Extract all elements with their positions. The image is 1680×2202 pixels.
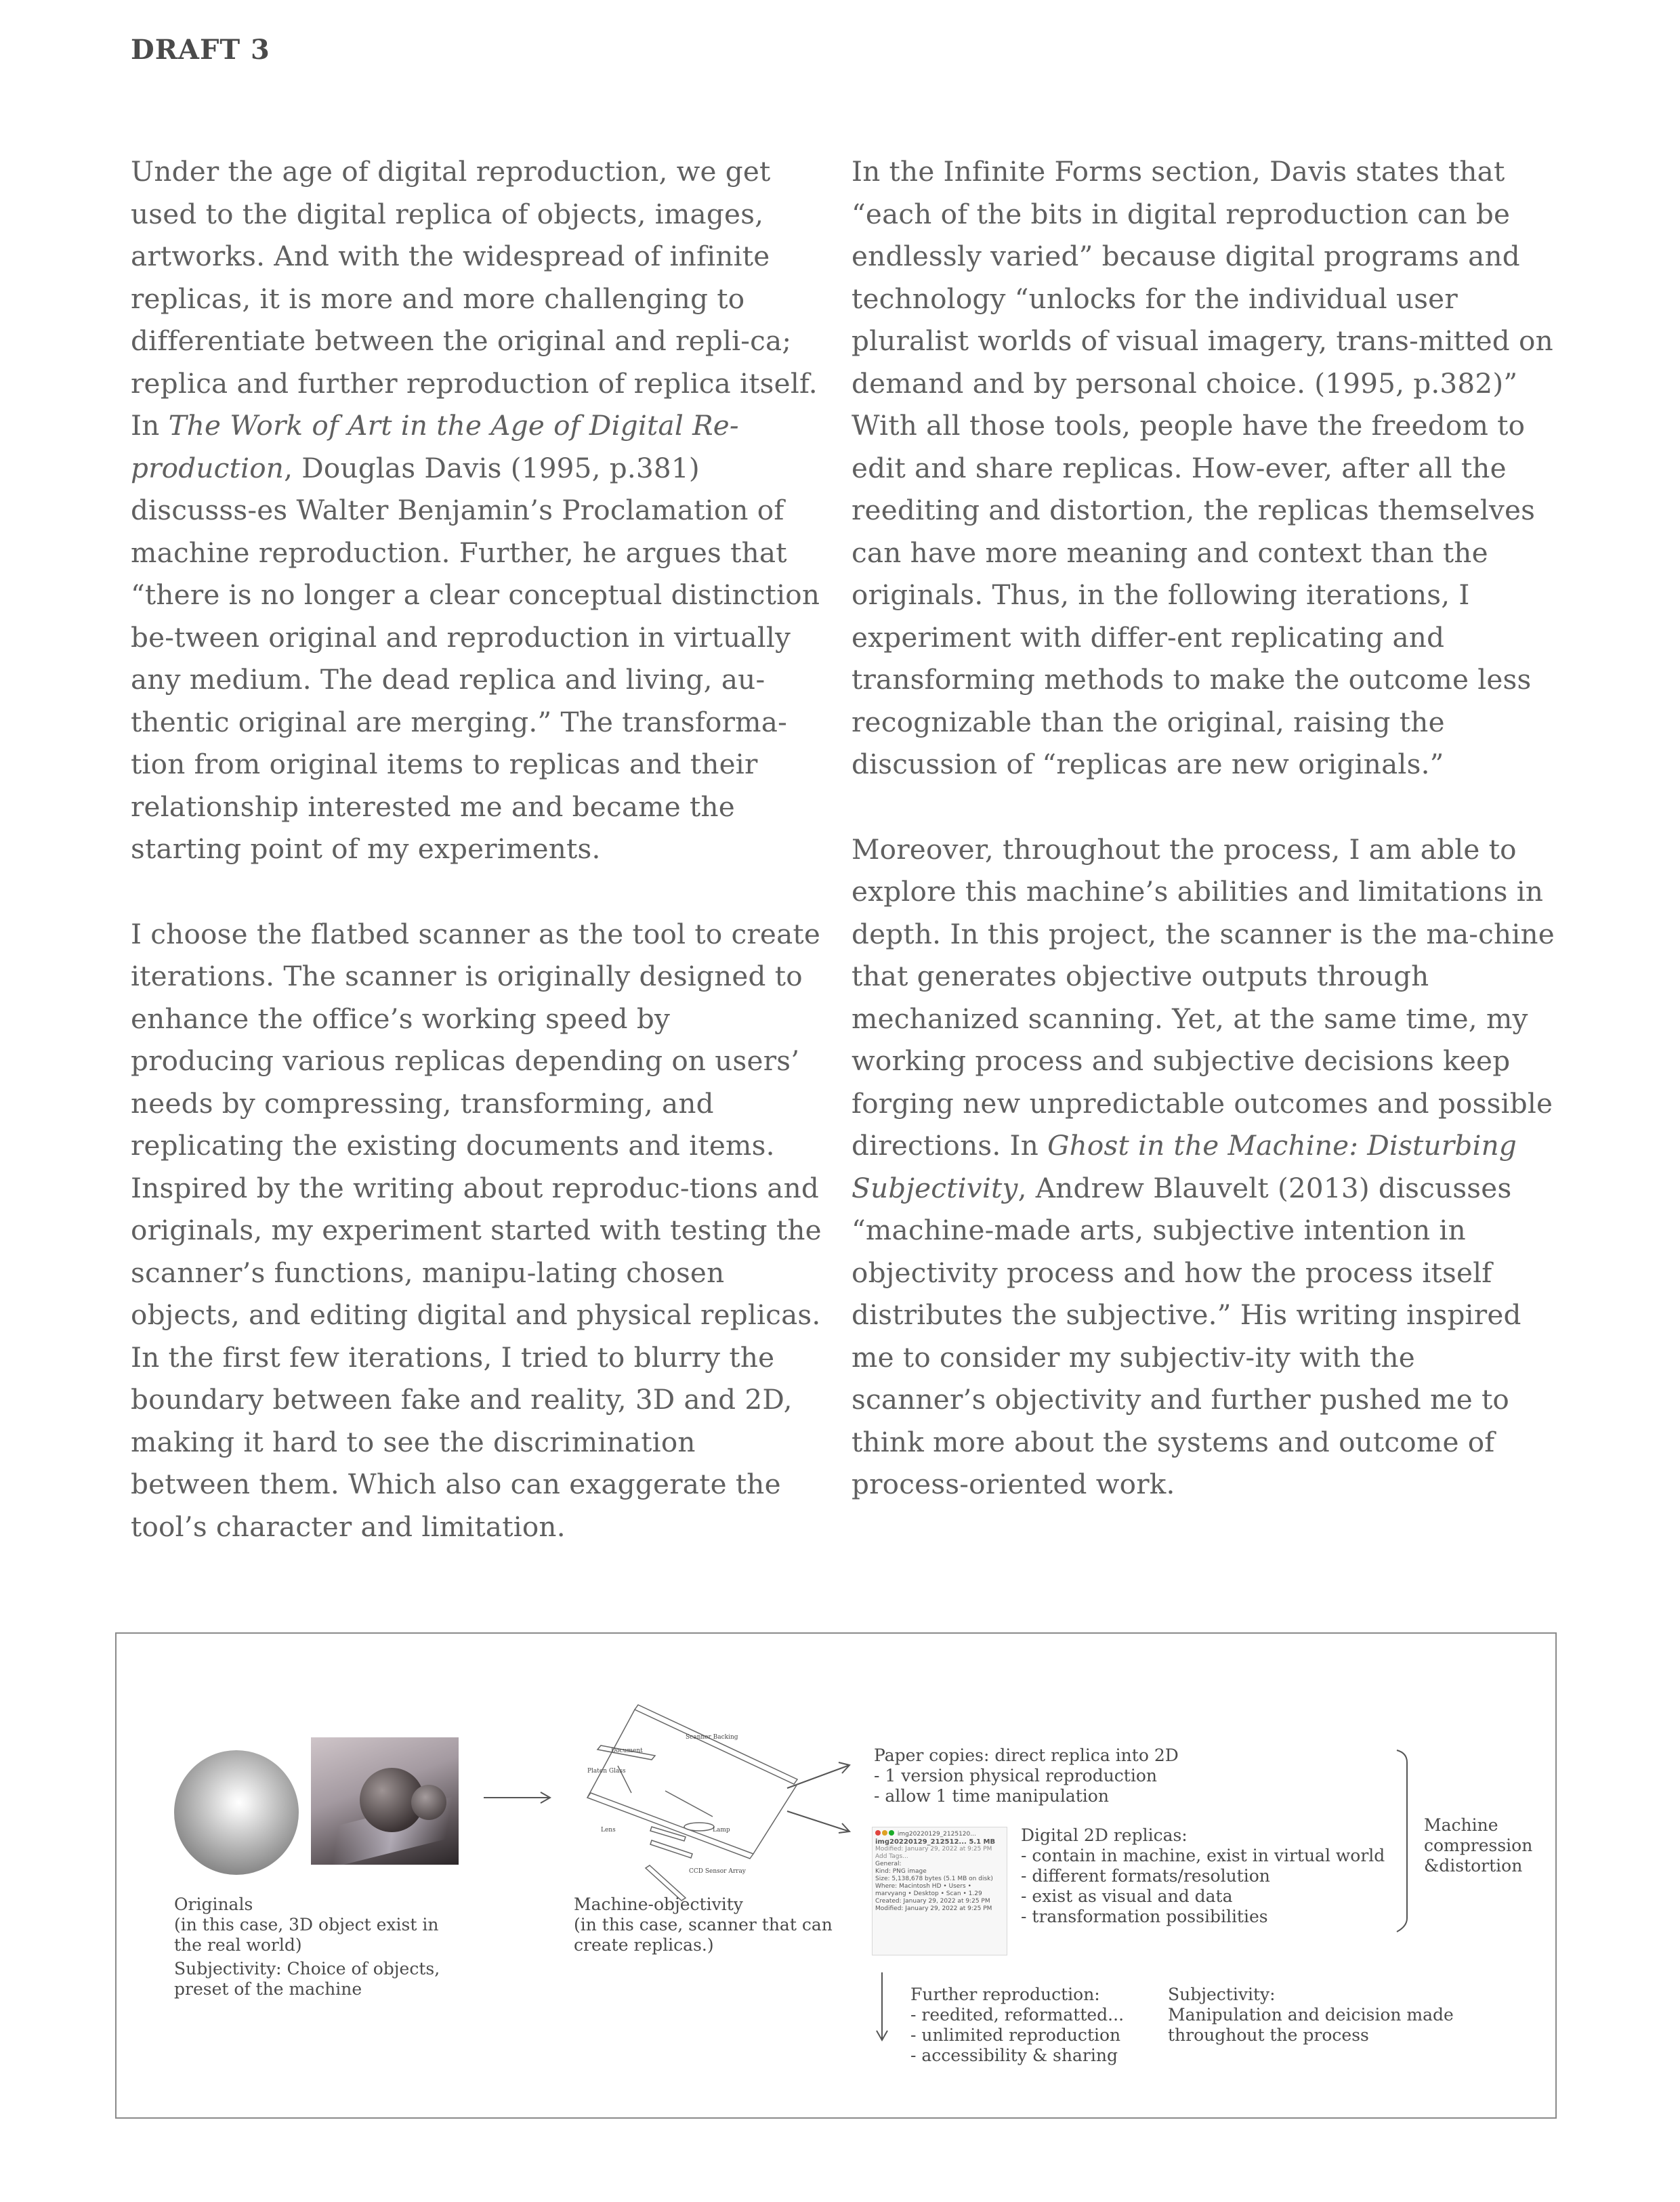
draft-label: DRAFT 3 bbox=[131, 34, 270, 66]
label-scanner-backing: Scanner Backing bbox=[686, 1734, 738, 1741]
label-lens: Lens bbox=[601, 1827, 616, 1834]
process-diagram bbox=[115, 1632, 1557, 2119]
further-reproduction-caption: Further reproduction: - reedited, reformatted... - unlimited reproduction - accessibility & sharing bbox=[910, 1985, 1125, 2065]
process-subjectivity-caption: Subjectivity: Manipulation and deicision made throughout the process bbox=[1168, 1985, 1454, 2045]
right-paragraph-2: Moreover, throughout the process, I am able to explore this machine’s abilities and limitations in depth. In this project, the scanner is the ma-chine that generates objective outputs through mechanized scanning. Yet, at the same time, my working process and subjective decisions keep forging new unpredictable outcomes and possible directions. In Ghost in the Machine: Disturbing Subjectivity, Andrew Blauvelt (2013) discusses “machine-made arts, subjective intention in objectivity process and how the process itself distributes the subjective.” His writing inspired me to consider my subjectiv-ity with the scanner’s objectivity and further pushed me to think more about the systems and outcome of process-oriented work. bbox=[852, 832, 1555, 1500]
paper-copies-caption: Paper copies: direct replica into 2D - 1 version physical reproduction - allow 1 time manipulation bbox=[874, 1745, 1179, 1806]
machine-caption: Machine-objectivity (in this case, scanner that can create replicas.) bbox=[574, 1894, 833, 1955]
originals-caption: Originals (in this case, 3D object exist in the real world) bbox=[174, 1894, 439, 1955]
right-column bbox=[852, 150, 1556, 1506]
machine-compression-caption: Machine compression &distortion bbox=[1424, 1815, 1533, 1876]
label-ccd: CCD Sensor Array bbox=[689, 1868, 746, 1875]
label-platen: Platen Glass bbox=[587, 1768, 626, 1775]
left-paragraph-1: Under the age of digital reproduction, we get used to the digital replica of objects, images, artworks. And with the widespread of infinite replicas, it is more and more challenging to differentiate between the original and repli-ca; replica and further reproduction of replica itself. In The Work of Art in the Age of Digital Re-production, Douglas Davis (1995, p.381) discusss-es Walter Benjamin’s Proclamation of machine reproduction. Further, he argues that “there is no longer a clear conceptual distinction be-tween original and reproduction in virtually any medium. The dead replica and living, au-thentic original are merging.” The transforma-tion from original items to replicas and their relationship interested me and became the starting point of my experiments. bbox=[131, 155, 820, 865]
left-column bbox=[131, 150, 822, 1548]
label-document: Document bbox=[611, 1748, 643, 1754]
label-lamp: Lamp bbox=[713, 1827, 730, 1834]
file-info-thumbnail: img20220129_2125120... img20220129_212512... 5.1 MB Modified: January 29, 2022 at 9:25 PM Add Tags... General: Kind: PNG image Size: 5,138,678 bytes (5.1 MB on disk) Where: Macintosh HD • Users • marvyang • Desktop • Scan • 1.29 Created: January 29, 2022 at 9:25 PM Modified: January 29, 2022 at 9:25 PM bbox=[872, 1827, 1007, 1955]
right-paragraph-1: In the Infinite Forms section, Davis states that “each of the bits in digital reproduction can be endlessly varied” because digital programs and technology “unlocks for the individual user pluralist worlds of visual imagery, trans-mitted on demand and by personal choice. (1995, p.382)” With all those tools, people have the freedom to edit and share replicas. How-ever, after all the reediting and distortion, the replicas themselves can have more meaning and context than the originals. Thus, in the following iterations, I experiment with differ-ent replicating and transforming methods to make the outcome less recognizable than the original, raising the discussion of “replicas are new originals.” bbox=[852, 155, 1553, 780]
book-title-davis: The Work of Art in the Age of Digital Re-production bbox=[131, 409, 739, 484]
book-title-blauvelt: Ghost in the Machine: Disturbing Subjectivity bbox=[852, 1129, 1517, 1204]
left-paragraph-2: I choose the flatbed scanner as the tool to create iterations. The scanner is originally designed to enhance the office’s working speed by producing various replicas depending on users’ needs by compressing, transforming, and replicating the existing documents and items. Inspired by the writing about reproduc-tions and originals, my experiment started with testing the scanner’s functions, manipu-lating chosen objects, and editing digital and physical replicas. In the first few iterations, I tried to blurry the boundary between fake and reality, 3D and 2D, making it hard to see the discrimination between them. Which also can exaggerate the tool’s character and limitation. bbox=[131, 917, 822, 1543]
digital-replicas-caption: Digital 2D replicas: - contain in machine, exist in virtual world - different formats/resolution - exist as visual and data - transformation possibilities bbox=[1021, 1825, 1385, 1926]
originals-subjectivity-caption: Subjectivity: Choice of objects, preset of the machine bbox=[174, 1959, 440, 1999]
